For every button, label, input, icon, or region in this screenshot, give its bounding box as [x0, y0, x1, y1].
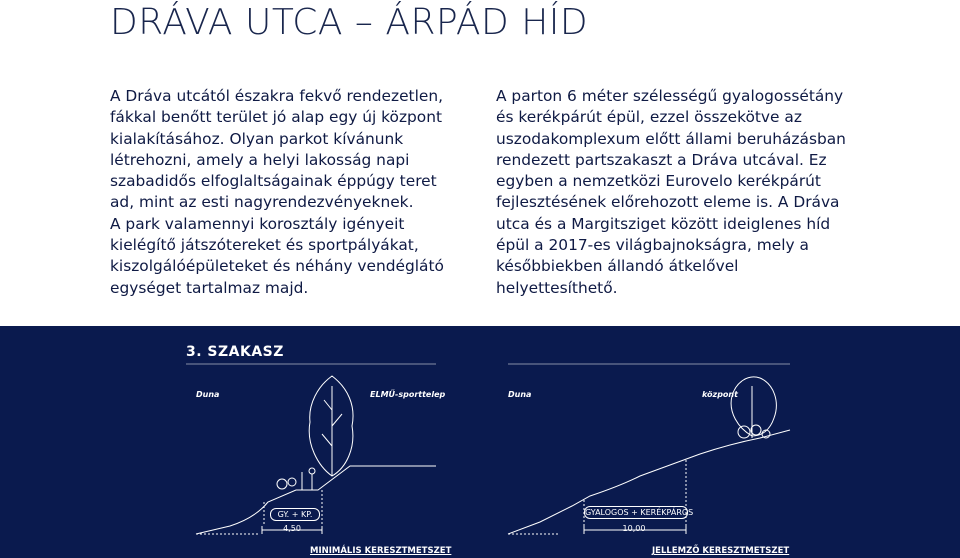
- right-dimension-value: 10,00: [622, 524, 646, 533]
- cross-section-drawings: [0, 326, 960, 558]
- right-paragraph-1: A parton 6 méter szélességű gyalogossétány és kerékpárút épül, ezzel összekötve az uszodakomplexum előtt állami beruházásban rendezett partszakaszt a Dráva utcával. Ez egyben a nemzetközi Eurovelo kerékpárút fejlesztésének előrehozott eleme is. A Dráva utca és a Margitsziget között ideiglenes híd épül a 2017-es világbajnokságra, mely a későbbiekben állandó átkelővel helyettesíthető.: [496, 87, 846, 297]
- left-paragraph-1: A Dráva utcától északra fekvő rendezetlen, fákkal benőtt terület jó alap egy új központ kialakításához. Olyan parkot kívánunk létrehozni, amely a helyi lakosság napi szabadidős elfoglaltságainak éppúgy teret ad, mint az esti nagyrendezvényeknek.: [110, 87, 443, 212]
- left-label-elmu: ELMŰ-sporttelep: [370, 390, 446, 399]
- left-paragraph-2: A park valamennyi korosztály igényeit kielégítő játszótereket és sportpályákat, kiszolgálóépületeket és néhány vendéglátó egységet tartalmaz majd.: [110, 214, 444, 297]
- right-label-duna: Duna: [508, 390, 532, 399]
- page-title: DRÁVA UTCA – ÁRPÁD HÍD: [110, 2, 589, 43]
- left-path-box: GY. + KP.: [270, 508, 320, 521]
- left-column: [110, 86, 460, 299]
- left-caption: MINIMÁLIS KERESZTMETSZET: [310, 546, 452, 556]
- left-shrubs-icon: [277, 468, 315, 490]
- left-ground-line: [196, 466, 436, 534]
- right-tree-icon: [731, 377, 776, 438]
- left-dimension-value: 4,50: [283, 524, 301, 533]
- section-title: 3. SZAKASZ: [186, 344, 284, 360]
- left-tree-icon: [309, 376, 353, 476]
- right-caption: JELLEMZŐ KERESZTMETSZET: [652, 546, 790, 556]
- cross-section-panel: [0, 326, 960, 558]
- right-column: [496, 86, 856, 299]
- right-label-kozpont: központ: [702, 390, 738, 399]
- left-label-duna: Duna: [196, 390, 220, 399]
- right-path-box: GYALOGOS + KERÉKPÁROS: [585, 508, 694, 517]
